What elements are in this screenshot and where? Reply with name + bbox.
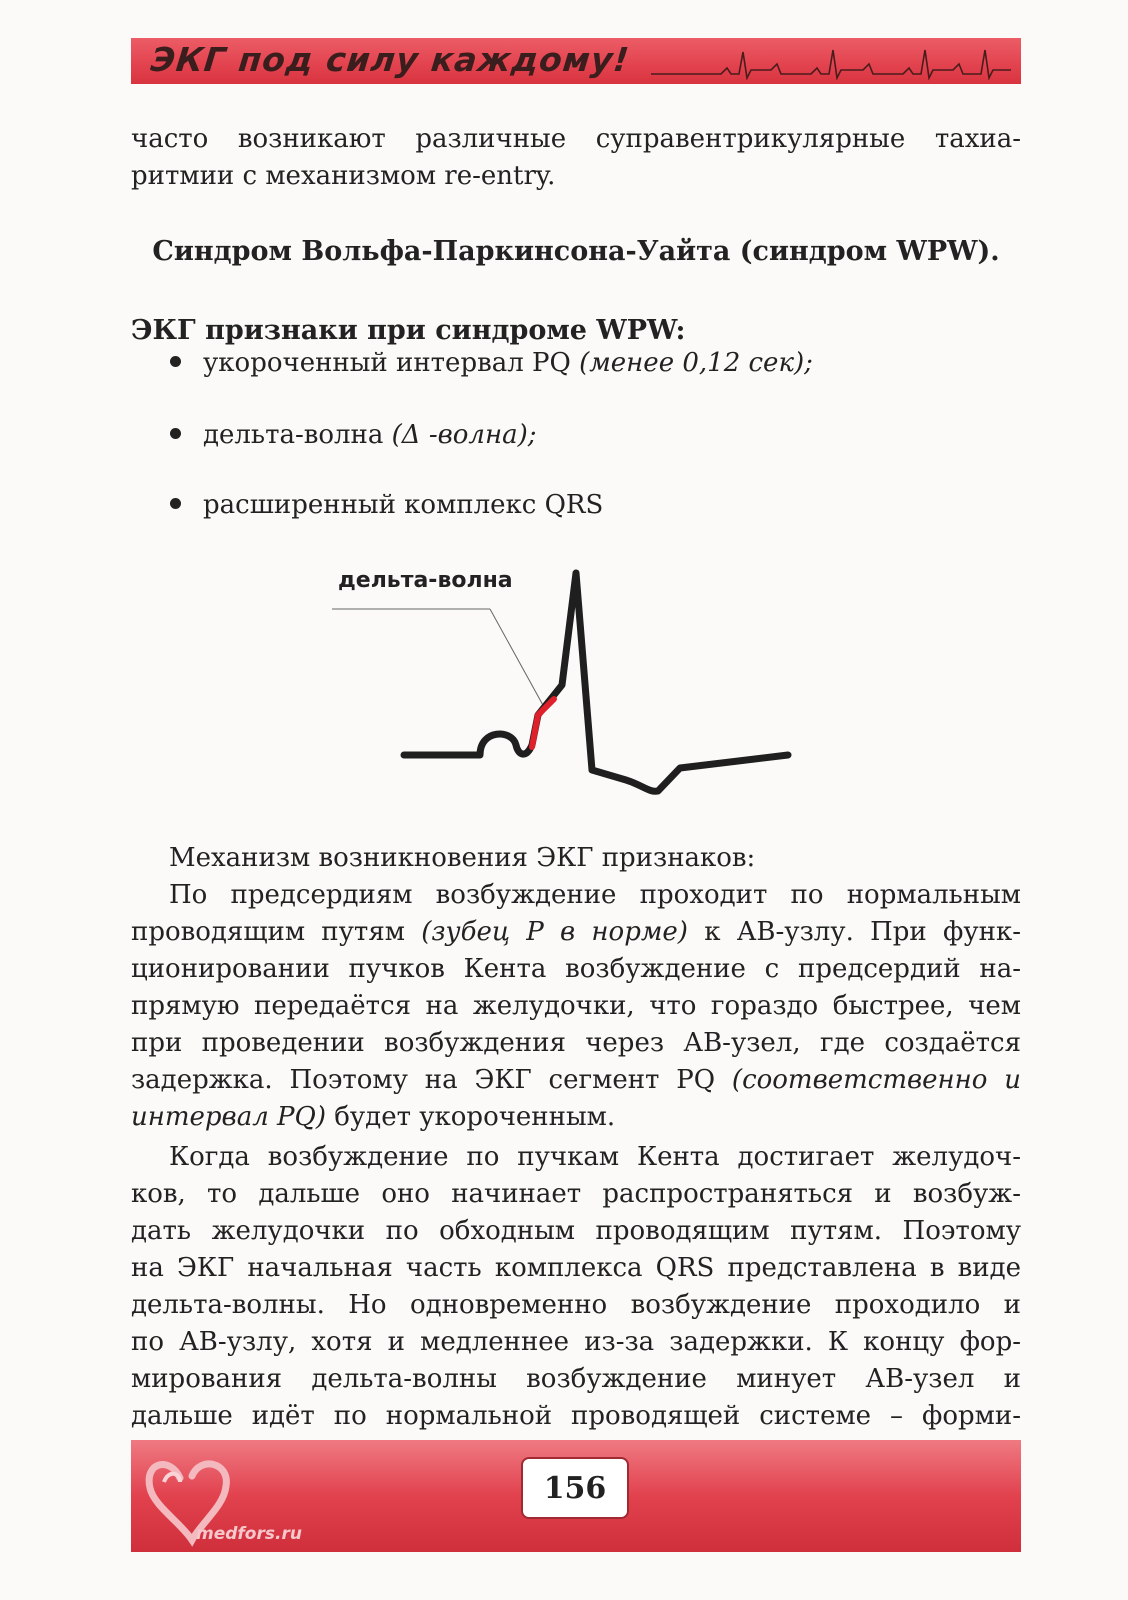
- p1-line-6: задержка. Поэтому на ЭКГ сегмент PQ (соответственно и: [131, 1065, 1021, 1095]
- page-number: 156: [521, 1457, 629, 1519]
- p2-line-4: на ЭКГ начальная часть комплекса QRS представлена в виде: [131, 1253, 1021, 1283]
- delta-wave-label: дельта-волна: [338, 568, 513, 593]
- p2-line-2: ков, то дальше оно начинает распространяться и возбуж-: [131, 1179, 1021, 1209]
- header-band: [131, 38, 1021, 84]
- p2-line-5: дельта-волны. Но одновременно возбуждение проходило и: [131, 1290, 1021, 1320]
- sign-item-qrs: расширенный комплекс QRS: [170, 490, 603, 520]
- signs-heading: ЭКГ признаки при синдроме WPW:: [131, 315, 686, 346]
- p1-line-2: проводящим путям (зубец Р в норме) к АВ-узлу. При функ-: [131, 917, 1022, 947]
- p2-line-8: дальше идёт по нормальной проводящей системе – форми-: [131, 1401, 1021, 1431]
- p1-line-5: при проведении возбуждения через АВ-узел, где создаётся: [131, 1028, 1021, 1058]
- p1-line-3: ционировании пучков Кента возбуждение с предсердий на-: [131, 954, 1021, 984]
- p2-line-3: дать желудочки по обходным проводящим путям. Поэтому: [131, 1216, 1021, 1246]
- intro-line-1: часто возникают различные суправентрикулярные тахиа-: [131, 124, 1021, 154]
- p1-line-7: интервал PQ) будет укороченным.: [131, 1102, 616, 1132]
- label-pointer-line: [490, 609, 544, 707]
- wpw-ecg-figure: [330, 565, 810, 805]
- delta-wave-highlight: [532, 699, 554, 747]
- bullet-icon: [170, 498, 181, 509]
- ecg-trace: [404, 573, 788, 791]
- logo-text: medfors.ru: [196, 1524, 302, 1544]
- section-title: Синдром Вольфа-Паркинсона-Уайта (синдром WPW).: [152, 236, 1000, 267]
- bullet-icon: [170, 428, 181, 439]
- mechanism-heading: Механизм возникновения ЭКГ признаков:: [169, 843, 756, 873]
- sign-item-delta: дельта-волна (Δ -волна);: [170, 420, 536, 450]
- header-title: ЭКГ под силу каждому!: [148, 40, 632, 79]
- p2-line-7: мирования дельта-волны возбуждение минует АВ-узел и: [131, 1364, 1021, 1394]
- p2-line-1: Когда возбуждение по пучкам Кента достигает желудоч-: [169, 1142, 1021, 1172]
- header-ecg-trace-icon: [651, 38, 1021, 84]
- intro-line-2: ритмии с механизмом re-entry.: [131, 161, 556, 191]
- sign-item-pq: укороченный интервал PQ (менее 0,12 сек);: [170, 348, 813, 378]
- p1-line-1: По предсердиям возбуждение проходит по нормальным: [169, 880, 1021, 910]
- p2-line-6: по АВ-узлу, хотя и медленнее из-за задержки. К концу фор-: [131, 1327, 1021, 1357]
- p1-line-4: прямую передаётся на желудочки, что гораздо быстрее, чем: [131, 991, 1021, 1021]
- bullet-icon: [170, 356, 181, 367]
